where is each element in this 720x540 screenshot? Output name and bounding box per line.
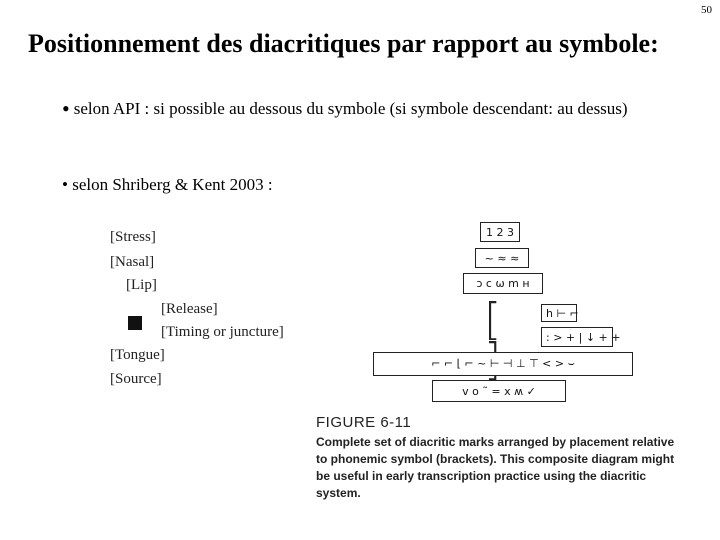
bullet-api-text: selon API : si possible au dessous du symbole (si symbole descendant: au dessus) bbox=[73, 99, 628, 118]
label-lip: [Lip] bbox=[126, 277, 157, 293]
figure-label: FIGURE 6-11 bbox=[316, 414, 412, 431]
black-square-icon bbox=[128, 316, 142, 330]
page-number: 50 bbox=[701, 4, 712, 16]
label-timing: [Timing or juncture] bbox=[161, 324, 284, 340]
slide-title: Positionnement des diacritiques par rapport au symbole: bbox=[28, 29, 659, 58]
label-nasal: [Nasal] bbox=[110, 254, 155, 270]
box-stress: 1 2 3 bbox=[480, 222, 520, 242]
bullet-dot-icon: • bbox=[62, 96, 70, 121]
box-release: h ⊢ ⌐ bbox=[541, 304, 577, 322]
figure-caption-text: Complete set of diacritic marks arranged by placement relative to phonemic symbol (brackets). This composite diagram might be useful in early transcription practice using the diacritic system. bbox=[316, 435, 675, 500]
label-source: [Source] bbox=[110, 371, 162, 387]
box-timing: : > + | ↓ + + bbox=[541, 327, 613, 347]
box-source: v o ˜ = x ʍ ✓ bbox=[432, 380, 566, 402]
box-lip: ɔ c ω m ʜ bbox=[463, 273, 543, 294]
label-tongue: [Tongue] bbox=[110, 347, 165, 363]
figure-caption bbox=[316, 414, 686, 502]
box-tongue: ⌐ ⌐ ⌊ ⌐ ~ ⊢ ⊣ ⊥ ⊤ < > ⌣ bbox=[373, 352, 633, 376]
bullet-shriberg: • selon Shriberg & Kent 2003 : bbox=[62, 175, 273, 194]
phonemic-symbol-bracket: [ bbox=[484, 294, 512, 345]
label-stress: [Stress] bbox=[110, 229, 156, 245]
bullet-api bbox=[62, 96, 702, 121]
box-nasal: ~ ≈ ≈ bbox=[475, 248, 529, 268]
label-release: [Release] bbox=[161, 301, 218, 317]
